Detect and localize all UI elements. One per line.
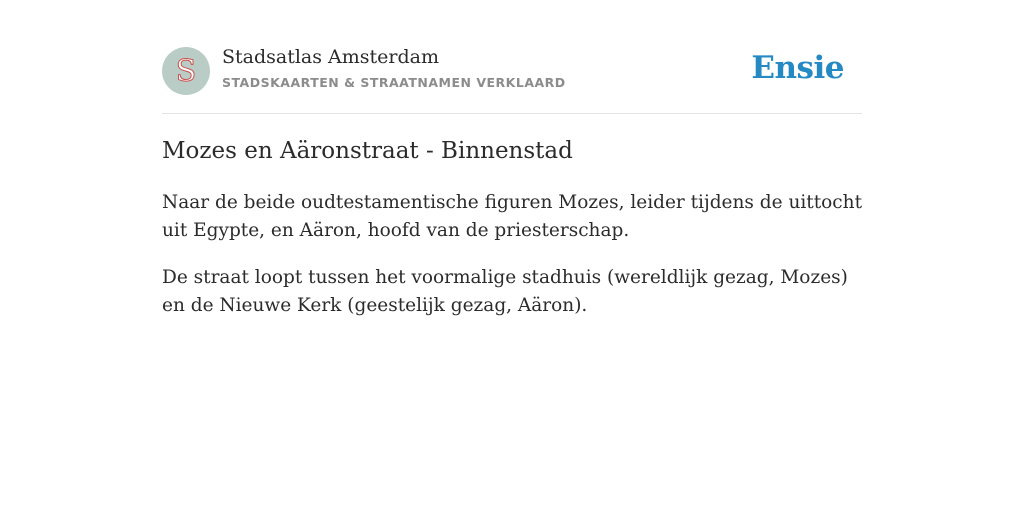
avatar-letter: S	[175, 53, 197, 89]
brand-logo-link[interactable]: Ensie	[751, 50, 844, 86]
site-subtitle: STADSKAARTEN & STRAATNAMEN VERKLAARD	[222, 75, 566, 90]
site-avatar[interactable]	[162, 47, 210, 95]
content-container	[162, 0, 863, 316]
article-title: Mozes en Aäronstraat - Binnenstad	[162, 138, 573, 164]
site-header	[162, 0, 862, 114]
article-paragraph: De straat loopt tussen het voormalige stadhuis (wereldlijk gezag, Mozes) en de Nieuwe Kerk (geestelijk gezag, Aäron).	[162, 267, 848, 316]
article-paragraph: Naar de beide oudtestamentische figuren Mozes, leider tijdens de uittocht uit Egypte, en Aäron, hoofd van de priesterschap.	[162, 192, 863, 241]
site-title-link[interactable]: Stadsatlas Amsterdam	[222, 46, 440, 68]
article-body	[162, 189, 862, 339]
